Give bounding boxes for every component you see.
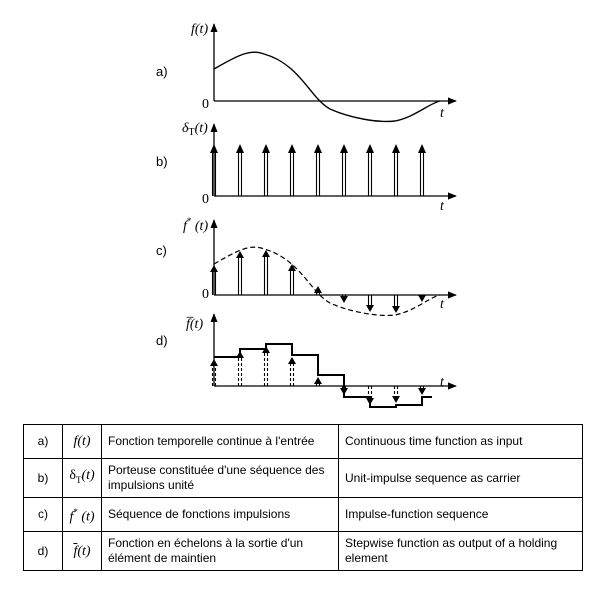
panel-c-origin: 0	[202, 287, 209, 302]
legend-key: d)	[24, 532, 63, 571]
legend-symbol: $\delta_T(t)$	[63, 459, 102, 498]
unit-impulse-arrow	[340, 144, 348, 196]
unit-impulse-arrow	[262, 144, 270, 196]
unit-impulse-arrow	[314, 144, 322, 196]
legend-table	[23, 424, 583, 571]
panel-d-staircase	[214, 344, 432, 407]
legend-english: Impulse-function sequence	[339, 498, 583, 532]
legend-symbol: f* (t)	[63, 498, 102, 532]
unit-impulse-arrow	[392, 144, 400, 196]
hold-marker	[288, 357, 296, 386]
panel-a-origin: 0	[202, 97, 209, 112]
panel-c-impulses	[210, 250, 426, 313]
sampled-impulse-arrow	[366, 295, 374, 312]
legend-english: Stepwise function as output of a holding element	[339, 532, 583, 571]
panel-d-xlabel: t	[440, 375, 444, 390]
panel-a-ylabel: f(t)	[191, 22, 209, 37]
panel-c	[156, 216, 456, 315]
legend-french: Porteuse constituée d'une séquence des impulsions unité	[102, 459, 339, 498]
legend-key: c)	[24, 498, 63, 532]
hold-marker	[314, 377, 322, 386]
table-row	[24, 498, 583, 532]
legend-english: Continuous time function as input	[339, 425, 583, 459]
unit-impulse-arrow	[288, 144, 296, 196]
panel-d-ylabel: f̅(t)	[186, 317, 204, 332]
panel-c-ylabel: f* (t)	[183, 216, 209, 234]
panel-d	[156, 314, 456, 407]
sampled-impulse-arrow	[236, 251, 244, 295]
hold-marker	[262, 346, 270, 386]
panel-a-xlabel: t	[440, 106, 444, 121]
legend-french: Séquence de fonctions impulsions	[102, 498, 339, 532]
legend-english: Unit-impulse sequence as carrier	[339, 459, 583, 498]
panel-b-xlabel: t	[440, 199, 444, 214]
sampled-impulse-arrow	[340, 295, 348, 303]
hold-marker	[392, 386, 400, 403]
legend-french: Fonction temporelle continue à l'entrée	[102, 425, 339, 459]
panel-a-curve	[214, 52, 440, 121]
sampled-impulse-arrow	[262, 250, 270, 295]
legend-french: Fonction en échelons à la sortie d'un élément de maintien	[102, 532, 339, 571]
legend-symbol: f(t)	[63, 425, 102, 459]
table-row	[24, 425, 583, 459]
panel-b-ylabel: $\delta_T(t)$	[182, 121, 208, 138]
unit-impulse-arrow	[366, 144, 374, 196]
hold-marker	[236, 351, 244, 386]
legend-key: a)	[24, 425, 63, 459]
hold-marker	[418, 386, 426, 395]
panel-b-impulses	[210, 144, 426, 196]
panel-b	[156, 121, 456, 214]
sampled-impulse-arrow	[288, 264, 296, 295]
sampled-impulse-arrow	[418, 295, 426, 302]
legend-symbol: $\overline{f}(t)$	[63, 532, 102, 571]
hold-marker	[366, 386, 374, 405]
table-row	[24, 532, 583, 571]
panel-a	[156, 22, 456, 121]
panel-c-key: c)	[156, 243, 167, 258]
panel-c-xlabel: t	[440, 297, 444, 312]
unit-impulse-arrow	[418, 144, 426, 196]
sampled-impulse-arrow	[392, 295, 400, 313]
panel-a-key: a)	[156, 64, 168, 79]
panel-c-dashed-envelope	[214, 247, 440, 315]
panel-b-key: b)	[156, 154, 168, 169]
panel-d-key: d)	[156, 333, 168, 348]
panel-b-origin: 0	[202, 192, 209, 207]
table-row	[24, 459, 583, 498]
legend-key: b)	[24, 459, 63, 498]
unit-impulse-arrow	[236, 144, 244, 196]
